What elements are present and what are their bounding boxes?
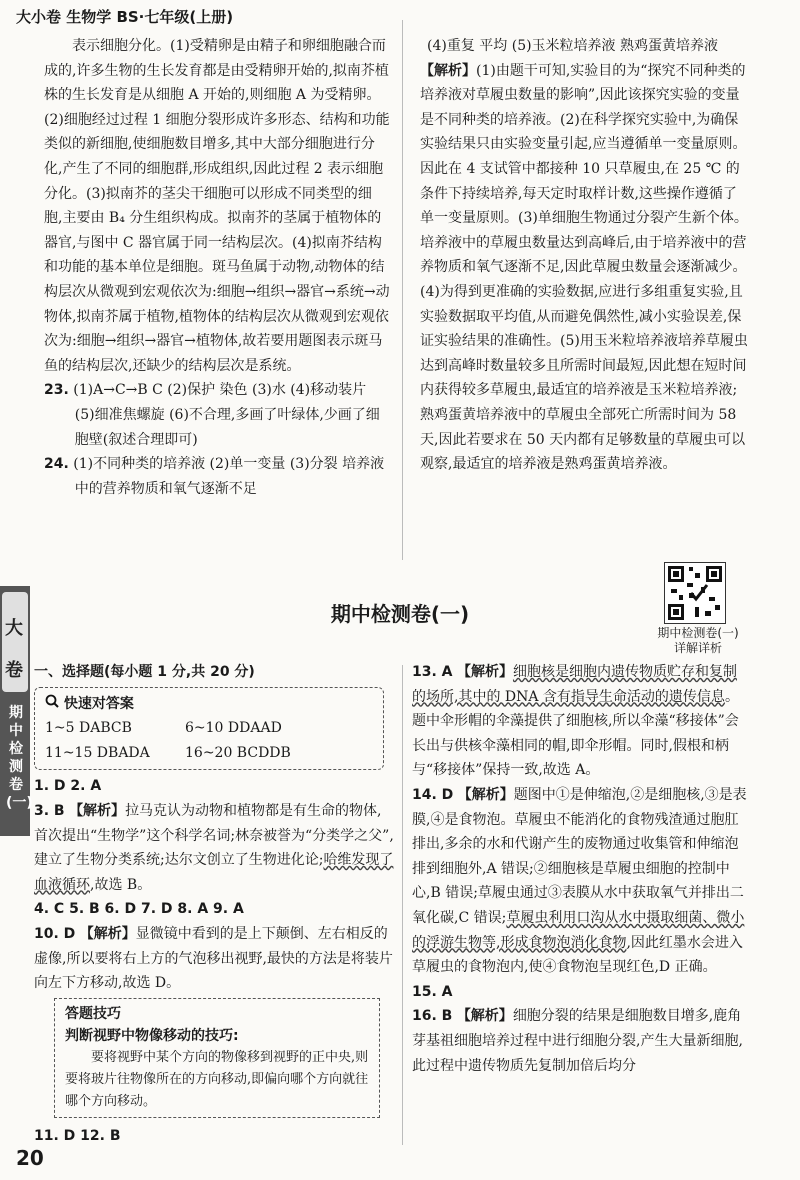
tip-title: 判断视野中物像移动的技巧: xyxy=(65,1027,239,1044)
qr-caption-line: 详解详析 xyxy=(673,641,722,655)
question-3 xyxy=(34,799,394,897)
question-14 xyxy=(412,783,750,980)
column-divider xyxy=(402,665,403,1145)
analysis-text: ,因此红墨水会进入草履虫的食物泡内,使④食物泡呈现红色,D 正确。 xyxy=(412,934,743,976)
question-number: 14. D xyxy=(412,786,454,803)
answer-line: 4. C 5. B 6. D 7. D 8. A 9. A xyxy=(34,901,244,918)
side-tab-char: 大 xyxy=(5,618,23,639)
section-title: 期中检测卷(一) xyxy=(330,602,470,626)
question-16 xyxy=(412,1004,750,1078)
answer-row: 6~10 DDAAD xyxy=(185,720,282,737)
analysis-text: ,故选 B。 xyxy=(90,876,152,893)
underlined-text: 草履虫利用口沟从水中摄取细菌、微小的浮游生物等,形成食物泡消化食物 xyxy=(412,909,745,951)
analysis-paragraph xyxy=(420,59,750,477)
question-number: 10. D xyxy=(34,925,76,942)
answer-line: 11. D 12. B xyxy=(34,1127,121,1144)
right-bottom-column xyxy=(412,660,750,1078)
answer-row: 16~20 BCDDB xyxy=(185,744,291,761)
running-header: 大小卷 生物学 BS·七年级(上册) xyxy=(16,8,234,26)
analysis-text: 显微镜中看到的是上下颠倒、左右相反的虚像,所以要将右上方的气泡移出视野,最快的方法是将装片向左下方移动,故选 D。 xyxy=(34,925,393,992)
left-top-column xyxy=(44,34,390,501)
qr-caption-line: 期中检测卷(一) xyxy=(657,626,739,640)
side-tab-vertical-text: 期中检测卷(一) xyxy=(6,705,33,811)
magnifier-icon xyxy=(45,694,59,708)
page-number: 20 xyxy=(16,1146,44,1170)
answer-box-title: 快速对答案 xyxy=(63,695,134,712)
tip-box xyxy=(54,998,380,1118)
question-13 xyxy=(412,660,750,783)
answer-paragraph: (4)重复 平均 (5)玉米粒培养液 熟鸡蛋黄培养液 xyxy=(427,38,719,54)
right-top-column xyxy=(420,34,750,477)
analysis-text: 题图中①是伸缩泡,②是细胞核,③是表膜,④是食物泡。草履虫不能消化的食物残渣通过胞肛排出,多余的水和代谢产生的废物通过收集管和伸缩泡排到细胞外,A 错误;②细胞核是草履虫细胞的控制中心,B 错误;草履虫通过③表膜从水中获取氧气并排出二氧化碳,C 错误; xyxy=(412,786,747,926)
tip-body: 要将视野中某个方向的物像移到视野的正中央,则要将玻片往物像所在的方向移动,即偏向哪个方向就往哪个方向移动。 xyxy=(65,1049,369,1109)
analysis-tag: 【解析】 xyxy=(457,786,514,803)
tip-label: 答题技巧 xyxy=(65,1005,121,1022)
question-number: 23. xyxy=(44,382,69,399)
analysis-tag: 【解析】 xyxy=(456,664,513,680)
underlined-text: 细胞核是细胞内遗传物质贮存和复制的场所,其中的 DNA 含有指导生命活动的遗传信息 xyxy=(412,664,737,705)
question-24 xyxy=(44,452,390,501)
question-23 xyxy=(44,378,390,452)
answer-text: (1)不同种类的培养液 (2)单一变量 (3)分裂 培养液中的营养物质和氧气逐渐不足 xyxy=(73,456,385,497)
left-bottom-column xyxy=(34,660,394,1148)
underlined-text: 哈维发现了血液循环 xyxy=(34,852,394,893)
question-number: 13. A xyxy=(412,664,453,680)
answer-row: 1~5 DABCB xyxy=(45,720,132,737)
answer-text: (1)A→C→B C (2)保护 染色 (3)水 (4)移动装片 (5)细准焦螺旋 (6)不合理,多画了叶绿体,少画了细胞壁(叙述合理即可) xyxy=(73,382,380,448)
column-divider xyxy=(402,20,403,560)
answer-box xyxy=(34,687,384,771)
answer-box-heading xyxy=(45,692,373,717)
analysis-tag: 【解析】 xyxy=(69,802,126,819)
side-tab-char: 卷 xyxy=(5,660,23,681)
question-10 xyxy=(34,922,394,996)
question-number: 3. B xyxy=(34,802,65,819)
answer-paragraph: 表示细胞分化。(1)受精卵是由精子和卵细胞融合而成的,许多生物的生长发育都是由受精卵开始的,拟南芥植株的生长发育是从细胞 A 开始的,则细胞 A 为受精卵。(2)细胞经过过程 1 细胞分裂形成许多形态、结构和功能类似的新细胞,使细胞数目增多,其中大部分细胞进行分化,产生了不同的细胞群,形成组织,因此过程 2 表示细胞分化。(3)拟南芥的茎尖干细胞可以形成不同类型的细胞,主要由 B₄ 分生组织构成。拟南芥的茎属于植物体的器官,与图中 C 器官属于同一结构层次。(4)拟南芥结构和功能的基本单位是细胞。斑马鱼属于动物,动物体的结构层次从微观到宏观依次为:细胞→组织→器官→系统→动物体,拟南芥属于植物,植物体的结构层次从微观到宏观依次为:细胞→组织→器官→植物体,故若要用题图表示斑马鱼的结构层次,还缺少的结构层次是系统。 xyxy=(44,38,390,374)
answer-line: 15. A xyxy=(412,983,453,1000)
analysis-tag: 【解析】 xyxy=(456,1008,513,1025)
analysis-text: 细胞分裂的结果是细胞数目增多,鹿角芽基祖细胞培养过程中进行细胞分裂,产生大量新细胞,此过程中遗传物质先复制加倍后均分 xyxy=(412,1008,743,1074)
analysis-text: 拉马克认为动物和植物都是有生命的物体,首次提出“生物学”这个科学名词;林奈被誉为“分类学之父”,建立了生物分类系统;达尔文创立了生物进化论; xyxy=(34,802,394,869)
qr-caption xyxy=(638,626,758,656)
question-number: 16. B xyxy=(412,1008,453,1025)
answer-grid xyxy=(45,716,373,765)
analysis-text: (1)由题干可知,实验目的为“探究不同种类的培养液对草履虫数量的影响”,因此该探究实验的变量是不同种类的培养液。(2)在科学探究实验中,为确保实验结果只由实验变量引起,应当遵循单一变量原则。因此在 4 支试管中都接种 10 只草履虫,在 25 ℃ 的条件下持续培养,每天定时取样计数,这些操作遵循了单一变量原则。(3)单细胞生物通过分裂产生新个体。培养液中的草履虫数量达到高峰后,由于培养液中的营养物质和氧气逐渐不足,因此草履虫数量会逐渐减少。(4)为得到更准确的实验数据,应进行多组重复实验,且实验数据取平均值,从而避免偶然性,减小实验误差,保证实验结果的准确性。(5)用玉米粒培养液培养草履虫达到高峰时数量较多且所需时间最短,因此想在短时间内获得较多草履虫,最适宜的培养液是玉米粒培养液;熟鸡蛋黄培养液中的草履虫全部死亡所需时间为 58 天,因此若要求在 50 天内都有足够数量的草履虫可以观察,最适宜的培养液是熟鸡蛋黄培养液。 xyxy=(420,62,748,473)
question-number: 24. xyxy=(44,456,69,473)
analysis-tag: 【解析】 xyxy=(79,925,136,942)
answer-line: 1. D 2. A xyxy=(34,778,102,795)
answer-row: 11~15 DBADA xyxy=(45,744,150,761)
analysis-tag: 【解析】 xyxy=(420,62,476,79)
section-heading: 一、选择题(每小题 1 分,共 20 分) xyxy=(34,664,255,680)
analysis-text: 。题中伞形帽的伞藻提供了细胞核,所以伞藻“移接体”会长出与供核伞藻相同的帽,即伞形帽。同时,假根和柄与“移接体”保持一致,故选 A。 xyxy=(412,688,739,779)
